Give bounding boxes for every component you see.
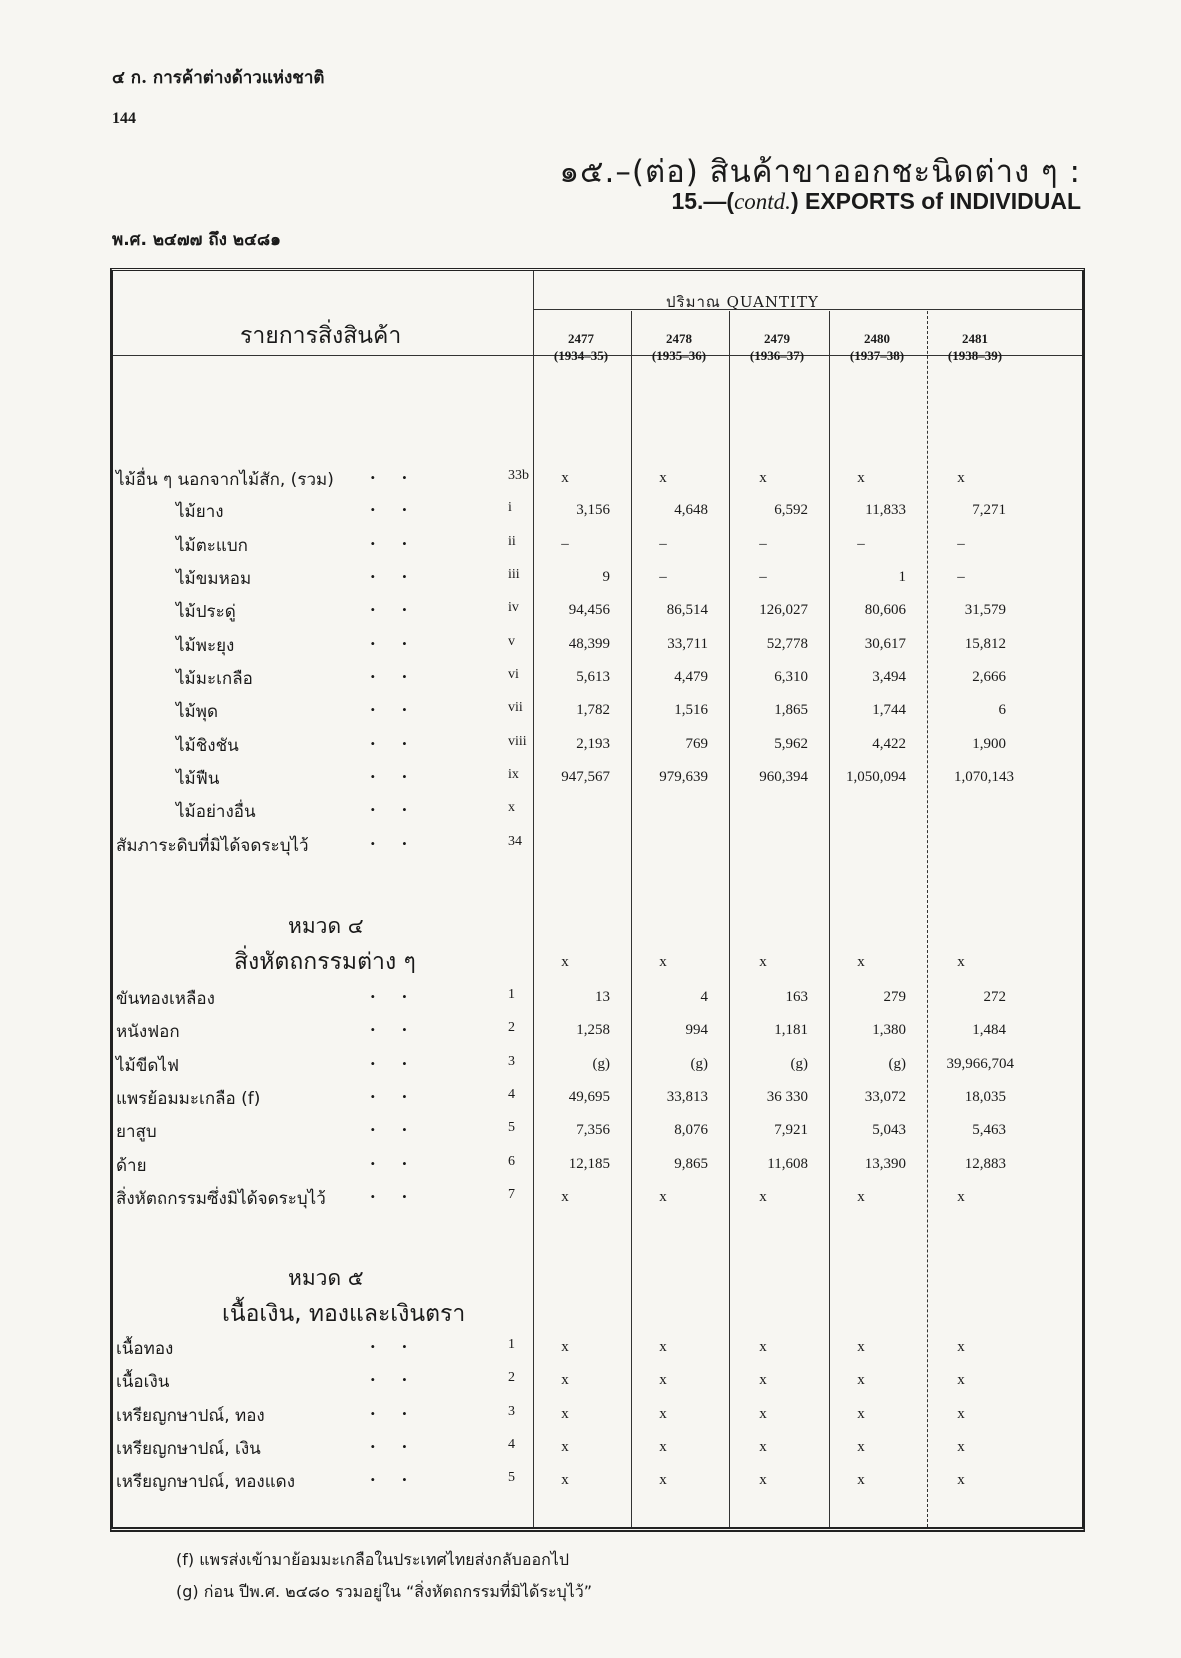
row-label: สิ่งหัตถกรรมซึ่งมิได้จดระบุไว้ xyxy=(116,1189,326,1209)
year-header-ce: (1936–37) xyxy=(749,348,805,363)
row-label: ไม้อื่น ๆ นอกจากไม้สัก, (รวม) xyxy=(116,470,334,490)
quantity-cell: x xyxy=(659,1406,667,1422)
year-header xyxy=(532,330,630,364)
quantity-cell: 960,394 xyxy=(759,769,808,785)
row-label: เหรียญกษาปณ์, ทองแดง xyxy=(116,1472,296,1492)
row-code: vii xyxy=(508,700,523,715)
quantity-cell: 1,484 xyxy=(972,1022,1006,1038)
leader-dots: .. xyxy=(370,763,434,782)
period-label: พ.ศ. ๒๔๗๗ ถึง ๒๔๘๑ xyxy=(112,230,281,250)
quantity-cell: 1,744 xyxy=(872,702,906,718)
quantity-cell: x xyxy=(957,470,965,486)
quantity-cell: 1,516 xyxy=(674,702,708,718)
quantity-cell: x xyxy=(659,1372,667,1388)
divider-items xyxy=(533,271,534,1527)
quantity-cell: – xyxy=(759,536,767,552)
quantity-cell: 1,900 xyxy=(972,736,1006,752)
divider-col-4 xyxy=(927,311,928,1527)
leader-dots: .. xyxy=(370,796,434,815)
quantity-cell: 1,181 xyxy=(774,1022,808,1038)
row-code: 4 xyxy=(508,1437,515,1452)
row-label: ไม้ตะแบก xyxy=(176,536,248,556)
row-code: 3 xyxy=(508,1404,515,1419)
row-code: 5 xyxy=(508,1470,515,1485)
quantity-cell: x xyxy=(857,1439,865,1455)
row-label: หนังฟอก xyxy=(116,1022,180,1042)
row-code: ix xyxy=(508,767,519,782)
leader-dots: .. xyxy=(370,1150,434,1169)
row-code: 7 xyxy=(508,1187,515,1202)
quantity-cell: – xyxy=(857,536,865,552)
quantity-cell: x xyxy=(659,1189,667,1205)
quantity-cell: (g) xyxy=(790,1056,808,1072)
quantity-cell: x xyxy=(857,1406,865,1422)
quantity-cell: x xyxy=(857,954,865,970)
quantity-cell: x xyxy=(759,1189,767,1205)
quantity-cell: x xyxy=(957,1372,965,1388)
section-4-title: หมวด ๔ xyxy=(288,914,364,938)
row-code: 34 xyxy=(508,834,522,849)
quantity-cell: 6,310 xyxy=(774,669,808,685)
quantity-cell: – xyxy=(759,569,767,585)
quantity-cell: 86,514 xyxy=(666,602,708,618)
footnote-f: (f) แพรส่งเข้ามาย้อมมะเกลือในประเทศไทยส่งกลับออกไป xyxy=(176,1550,569,1569)
leader-dots: .. xyxy=(370,730,434,749)
quantity-cell: 3,156 xyxy=(576,502,610,518)
row-label: สัมภาระดิบที่มิได้จดระบุไว้ xyxy=(116,836,309,856)
year-header-ce: (1935–36) xyxy=(651,348,707,363)
year-header xyxy=(926,330,1024,364)
leader-dots: .. xyxy=(370,1433,434,1452)
leader-dots: .. xyxy=(370,464,434,483)
quantity-cell: x xyxy=(561,1339,569,1355)
quantity-cell: x xyxy=(561,470,569,486)
section-4-subtitle: สิ่งหัตถกรรมต่าง ๆ xyxy=(234,949,416,975)
quantity-cell: 2,666 xyxy=(972,669,1006,685)
row-label: เหรียญกษาปณ์, เงิน xyxy=(116,1439,261,1459)
quantity-cell: – xyxy=(561,536,569,552)
row-label: ไม้ฟืน xyxy=(176,769,220,789)
leader-dots: .. xyxy=(370,496,434,515)
leader-dots: .. xyxy=(370,1016,434,1035)
quantity-cell: 126,027 xyxy=(759,602,808,618)
quantity-cell: x xyxy=(759,1372,767,1388)
row-label: ไม้มะเกลือ xyxy=(176,669,253,689)
quantity-cell: 12,185 xyxy=(568,1156,610,1172)
row-code: 3 xyxy=(508,1054,515,1069)
quantity-cell: 30,617 xyxy=(864,636,906,652)
row-label: ไม้ชิงชัน xyxy=(176,736,239,756)
quantity-cell: x xyxy=(561,1372,569,1388)
quantity-cell: 11,833 xyxy=(865,502,906,518)
leader-dots: .. xyxy=(370,1333,434,1352)
row-label: ไม้พุด xyxy=(176,702,219,722)
title-en-number: 15.—( xyxy=(671,188,735,214)
quantity-cell: – xyxy=(957,536,965,552)
quantity-cell: 52,778 xyxy=(766,636,808,652)
quantity-cell: 1,782 xyxy=(576,702,610,718)
quantity-cell: 49,695 xyxy=(568,1089,610,1105)
quantity-cell: x xyxy=(561,1439,569,1455)
quantity-cell: 1 xyxy=(898,569,906,585)
leader-dots: .. xyxy=(370,1116,434,1135)
leader-dots: .. xyxy=(370,596,434,615)
quantity-cell: 31,579 xyxy=(964,602,1006,618)
quantity-cell: 1,865 xyxy=(774,702,808,718)
row-label: ไม้อย่างอื่น xyxy=(176,802,256,822)
quantity-cell: 36 330 xyxy=(766,1089,808,1105)
row-code: iv xyxy=(508,600,519,615)
row-label: เหรียญกษาปณ์, ทอง xyxy=(116,1406,265,1426)
quantity-cell: x xyxy=(857,1372,865,1388)
leader-dots: .. xyxy=(370,1466,434,1485)
quantity-cell: x xyxy=(659,1472,667,1488)
row-code: 1 xyxy=(508,1337,515,1352)
quantity-cell: 15,812 xyxy=(964,636,1006,652)
quantity-cell: 1,380 xyxy=(872,1022,906,1038)
quantity-cell: x xyxy=(857,1472,865,1488)
row-code: 2 xyxy=(508,1020,515,1035)
row-code: viii xyxy=(508,734,527,749)
leader-dots: .. xyxy=(370,1366,434,1385)
quantity-cell: x xyxy=(857,470,865,486)
section-5-subtitle: เนื้อเงิน, ทองและเงินตรา xyxy=(222,1301,466,1327)
quantity-header: ปริมาณ QUANTITY xyxy=(666,293,819,311)
quantity-cell: 163 xyxy=(785,989,808,1005)
quantity-cell: 9,865 xyxy=(674,1156,708,1172)
row-code: 6 xyxy=(508,1154,515,1169)
quantity-cell: 5,962 xyxy=(774,736,808,752)
year-header-be: 2479 xyxy=(764,331,790,346)
row-label: ขันทองเหลือง xyxy=(116,989,215,1009)
divider-col-3 xyxy=(829,311,830,1527)
row-label: แพรย้อมมะเกลือ (f) xyxy=(116,1089,261,1109)
row-label: ไม้ขมหอม xyxy=(176,569,252,589)
quantity-cell: 3,494 xyxy=(872,669,906,685)
quantity-cell: 6 xyxy=(998,702,1006,718)
quantity-cell: – xyxy=(957,569,965,585)
section-5-title: หมวด ๕ xyxy=(288,1266,364,1290)
title-en-contd: contd. xyxy=(734,189,791,214)
row-label: ไม้ขีดไฟ xyxy=(116,1056,180,1076)
row-code: vi xyxy=(508,667,519,682)
year-header-be: 2477 xyxy=(568,331,594,346)
year-header-ce: (1934–35) xyxy=(553,348,609,363)
quantity-cell: 80,606 xyxy=(864,602,906,618)
quantity-cell: – xyxy=(659,536,667,552)
quantity-cell: 13 xyxy=(595,989,610,1005)
quantity-cell: (g) xyxy=(592,1056,610,1072)
quantity-cell: x xyxy=(561,1189,569,1205)
quantity-cell: x xyxy=(659,954,667,970)
leader-dots: .. xyxy=(370,530,434,549)
quantity-cell: 8,076 xyxy=(674,1122,708,1138)
row-code: i xyxy=(508,500,512,515)
row-code: x xyxy=(508,800,515,815)
quantity-cell: 18,035 xyxy=(964,1089,1006,1105)
row-code: 33b xyxy=(508,468,529,483)
quantity-cell: 9 xyxy=(602,569,610,585)
quantity-cell: 272 xyxy=(983,989,1006,1005)
quantity-cell: x xyxy=(957,954,965,970)
quantity-cell: 33,813 xyxy=(666,1089,708,1105)
quantity-cell: 1,258 xyxy=(576,1022,610,1038)
quantity-cell: 7,921 xyxy=(774,1122,808,1138)
quantity-cell: x xyxy=(659,1439,667,1455)
row-code: iii xyxy=(508,567,520,582)
row-label: ด้าย xyxy=(116,1156,147,1176)
quantity-cell: 4 xyxy=(700,989,708,1005)
quantity-cell: 4,422 xyxy=(872,736,906,752)
row-code: v xyxy=(508,634,515,649)
quantity-cell: 5,613 xyxy=(576,669,610,685)
year-header-be: 2481 xyxy=(962,331,988,346)
quantity-cell: 947,567 xyxy=(561,769,610,785)
quantity-cell: 94,456 xyxy=(568,602,610,618)
leader-dots: .. xyxy=(370,830,434,849)
quantity-cell: 1,070,143 xyxy=(954,769,1014,785)
row-code: 4 xyxy=(508,1087,515,1102)
leader-dots: .. xyxy=(370,1400,434,1419)
year-header-ce: (1938–39) xyxy=(947,348,1003,363)
quantity-cell: (g) xyxy=(888,1056,906,1072)
year-header xyxy=(728,330,826,364)
divider-col-1 xyxy=(631,311,632,1527)
quantity-cell: 769 xyxy=(685,736,708,752)
row-code: ii xyxy=(508,534,516,549)
quantity-cell: x xyxy=(759,954,767,970)
quantity-cell: 994 xyxy=(685,1022,708,1038)
quantity-cell: x xyxy=(957,1439,965,1455)
leader-dots: .. xyxy=(370,696,434,715)
quantity-cell: 5,463 xyxy=(972,1122,1006,1138)
leader-dots: .. xyxy=(370,663,434,682)
quantity-cell: 979,639 xyxy=(659,769,708,785)
table-title-thai: ๑๕.–(ต่อ) สินค้าขาออกชะนิดต่าง ๆ : xyxy=(559,154,1081,190)
quantity-cell: 2,193 xyxy=(576,736,610,752)
title-en-rest: ) EXPORTS of INDIVIDUAL xyxy=(790,188,1081,214)
quantity-cell: x xyxy=(957,1189,965,1205)
row-label: ไม้พะยุง xyxy=(176,636,235,656)
quantity-cell: – xyxy=(659,569,667,585)
quantity-cell: x xyxy=(957,1472,965,1488)
quantity-cell: 4,479 xyxy=(674,669,708,685)
quantity-cell: (g) xyxy=(690,1056,708,1072)
page-number: 144 xyxy=(112,110,136,127)
table-title-english xyxy=(671,188,1081,215)
quantity-cell: 39,966,704 xyxy=(946,1056,1014,1072)
footnote-g: (g) ก่อน ปีพ.ศ. ๒๔๘๐ รวมอยู่ใน “สิ่งหัตถกรรมที่มิได้ระบุไว้” xyxy=(176,1582,593,1601)
quantity-cell: 12,883 xyxy=(964,1156,1006,1172)
quantity-cell: x xyxy=(759,1472,767,1488)
leader-dots: .. xyxy=(370,630,434,649)
quantity-cell: 11,608 xyxy=(767,1156,808,1172)
quantity-cell: x xyxy=(957,1339,965,1355)
quantity-cell: x xyxy=(561,1472,569,1488)
quantity-cell: x xyxy=(759,470,767,486)
year-header-ce: (1937–38) xyxy=(849,348,905,363)
row-code: 1 xyxy=(508,987,515,1002)
quantity-cell: x xyxy=(857,1339,865,1355)
leader-dots: .. xyxy=(370,1050,434,1069)
year-header xyxy=(828,330,926,364)
leader-dots: .. xyxy=(370,1083,434,1102)
year-header-be: 2480 xyxy=(864,331,890,346)
row-label: เนื้อทอง xyxy=(116,1339,174,1359)
quantity-cell: x xyxy=(759,1439,767,1455)
quantity-cell: 7,271 xyxy=(972,502,1006,518)
row-code: 2 xyxy=(508,1370,515,1385)
quantity-cell: 48,399 xyxy=(568,636,610,652)
leader-dots: .. xyxy=(370,563,434,582)
leader-dots: .. xyxy=(370,1183,434,1202)
quantity-cell: x xyxy=(857,1189,865,1205)
year-header-be: 2478 xyxy=(666,331,692,346)
item-column-header: รายการสิ่งสินค้า xyxy=(240,323,402,349)
quantity-cell: x xyxy=(957,1406,965,1422)
leader-dots: .. xyxy=(370,983,434,1002)
row-code: 5 xyxy=(508,1120,515,1135)
year-header xyxy=(630,330,728,364)
quantity-cell: 33,711 xyxy=(667,636,708,652)
quantity-cell: 7,356 xyxy=(576,1122,610,1138)
quantity-cell: x xyxy=(759,1339,767,1355)
quantity-cell: 5,043 xyxy=(872,1122,906,1138)
row-label: เนื้อเงิน xyxy=(116,1372,170,1392)
quantity-cell: 279 xyxy=(883,989,906,1005)
divider-col-2 xyxy=(729,311,730,1527)
quantity-cell: x xyxy=(759,1406,767,1422)
row-label: ไม้ยาง xyxy=(176,502,224,522)
section-header: ๔ ก. การค้าต่างด้าวแห่งชาติ xyxy=(112,68,325,88)
row-label: ยาสูบ xyxy=(116,1122,157,1142)
row-label: ไม้ประดู่ xyxy=(176,602,236,622)
quantity-cell: x xyxy=(659,470,667,486)
quantity-cell: x xyxy=(561,1406,569,1422)
quantity-cell: 1,050,094 xyxy=(846,769,906,785)
quantity-cell: 6,592 xyxy=(774,502,808,518)
quantity-cell: 13,390 xyxy=(864,1156,906,1172)
quantity-cell: 4,648 xyxy=(674,502,708,518)
quantity-cell: 33,072 xyxy=(864,1089,906,1105)
quantity-cell: x xyxy=(561,954,569,970)
quantity-cell: x xyxy=(659,1339,667,1355)
